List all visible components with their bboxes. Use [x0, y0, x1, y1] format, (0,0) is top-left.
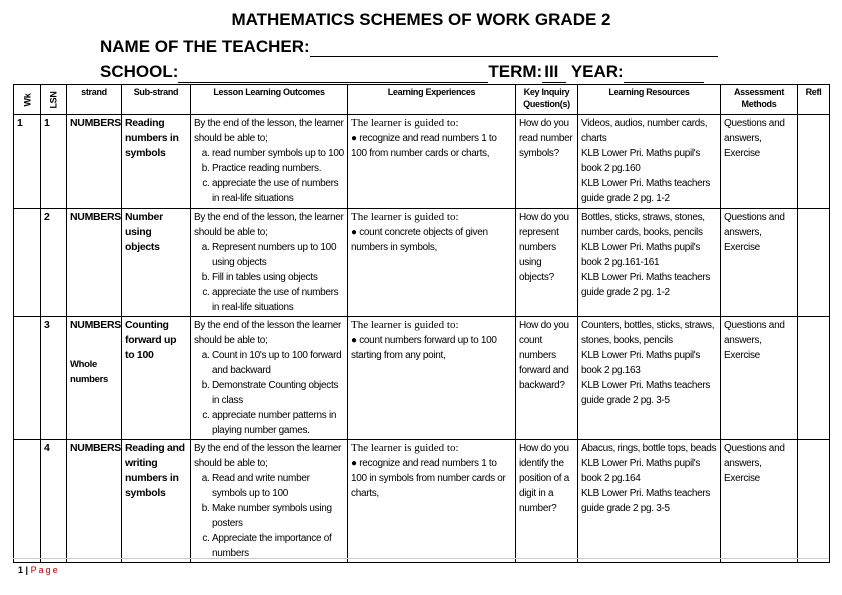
- outcome-item: c. appreciate number patterns in playing number games.: [212, 408, 344, 438]
- outcomes-cell: [191, 317, 348, 440]
- experiences-text: ● recognize and read numbers 1 to 100 in symbols from number cards or charts,: [351, 458, 506, 499]
- document-title: MATHEMATICS SCHEMES OF WORK GRADE 2: [231, 10, 611, 29]
- experiences-cell: [348, 317, 516, 440]
- resources-cell: [578, 209, 721, 317]
- table-header-row: [14, 85, 830, 115]
- school-line: [100, 62, 704, 83]
- lesson-cell: 2: [41, 209, 67, 317]
- outcomes-cell: [191, 209, 348, 317]
- outcomes-intro: By the end of the lesson, the learner should be able to;: [194, 212, 344, 238]
- outcome-item: b. Make number symbols using posters: [212, 501, 344, 531]
- strand-name: NUMBERS: [70, 211, 121, 223]
- outcome-item: a. Represent numbers up to 100 using objects: [212, 240, 344, 270]
- outcome-item: b. Fill in tables using objects: [212, 270, 344, 285]
- term-label: TERM:: [488, 62, 543, 81]
- col-header-strand: strand: [67, 85, 122, 115]
- scheme-table: [13, 84, 830, 563]
- sub-strand-cell: Reading and writing numbers in symbols: [122, 440, 191, 563]
- school-blank: [178, 65, 488, 83]
- strand-cell: [67, 115, 122, 209]
- sub-strand-cell: Reading numbers in symbols: [122, 115, 191, 209]
- year-label: YEAR:: [570, 62, 624, 81]
- resource-item: Bottles, sticks, straws, stones, number cards, books, pencils: [581, 212, 705, 238]
- reflection-cell: [798, 209, 830, 317]
- assessment-cell: Questions and answers, Exercise: [721, 115, 798, 209]
- week-cell: [14, 440, 41, 563]
- key-inquiry-cell: How do you read number symbols?: [516, 115, 578, 209]
- week-cell: 1: [14, 115, 41, 209]
- teacher-blank: [310, 39, 718, 57]
- resources-cell: [578, 115, 721, 209]
- outcome-item: c. appreciate the use of numbers in real-life situations: [212, 176, 344, 206]
- table-row: [14, 440, 830, 563]
- strand-cell: [67, 209, 122, 317]
- col-header-outcomes: Lesson Learning Outcomes: [191, 85, 348, 115]
- outcome-item: c. appreciate the use of numbers in real-life situations: [212, 285, 344, 315]
- col-header-refl: Refl: [798, 85, 830, 115]
- outcome-item: b. Practice reading numbers.: [212, 161, 344, 176]
- outcome-item: a. read number symbols up to 100: [212, 146, 344, 161]
- school-label: SCHOOL:: [100, 62, 179, 81]
- experiences-cell: [348, 115, 516, 209]
- col-header-sub-strand: Sub-strand: [122, 85, 191, 115]
- outcome-item: a. Read and write number symbols up to 100: [212, 471, 344, 501]
- key-inquiry-cell: How do you identify the position of a digit in a number?: [516, 440, 578, 563]
- key-inquiry-cell: How do you count numbers forward and backward?: [516, 317, 578, 440]
- outcomes-cell: [191, 115, 348, 209]
- strand-cell: [67, 440, 122, 563]
- outcomes-list: [194, 146, 344, 206]
- resource-item: KLB Lower Pri. Maths teachers guide grade 2 pg. 3-5: [581, 488, 711, 514]
- page-separator: |: [25, 565, 29, 575]
- strand-name: NUMBERS: [70, 319, 121, 331]
- outcomes-intro: By the end of the lesson the learner should be able to;: [194, 443, 342, 469]
- resource-item: KLB Lower Pri. Maths teachers guide grade 2 pg. 1-2: [581, 272, 711, 298]
- term-value: III: [542, 62, 566, 83]
- experiences-cell: [348, 209, 516, 317]
- page-footer: [18, 565, 60, 575]
- week-cell: [14, 209, 41, 317]
- sub-strand-name: Whole numbers: [70, 359, 109, 385]
- col-header-lsn: LSN: [41, 85, 67, 115]
- col-header-wk: Wk: [14, 85, 41, 115]
- resource-item: KLB Lower Pri. Maths pupil's book 2 pg.161-161: [581, 242, 701, 268]
- resource-item: Videos, audios, number cards, charts: [581, 118, 708, 144]
- sub-strand-cell: Number using objects: [122, 209, 191, 317]
- lesson-cell: 3: [41, 317, 67, 440]
- resource-item: Abacus, rings, bottle tops, beads: [581, 443, 717, 454]
- table-row: [14, 115, 830, 209]
- outcomes-list: [194, 240, 344, 315]
- table-row: [14, 209, 830, 317]
- experiences-intro: The learner is guided to:: [351, 117, 459, 129]
- year-blank: [624, 65, 704, 83]
- resource-item: KLB Lower Pri. Maths pupil's book 2 pg.163: [581, 350, 701, 376]
- resource-item: KLB Lower Pri. Maths pupil's book 2 pg.164: [581, 458, 701, 484]
- experiences-text: ● count concrete objects of given numbers in symbols,: [351, 227, 488, 253]
- experiences-intro: The learner is guided to:: [351, 442, 459, 454]
- assessment-cell: Questions and answers, Exercise: [721, 440, 798, 563]
- experiences-text: ● count numbers forward up to 100 starting from any point,: [351, 335, 497, 361]
- lesson-cell: 1: [41, 115, 67, 209]
- key-inquiry-cell: How do you represent numbers using objects?: [516, 209, 578, 317]
- outcome-item: c. Appreciate the importance of numbers: [212, 531, 344, 561]
- assessment-cell: Questions and answers, Exercise: [721, 209, 798, 317]
- outcomes-list: [194, 348, 344, 438]
- outcomes-cell: [191, 440, 348, 563]
- resources-cell: [578, 317, 721, 440]
- reflection-cell: [798, 440, 830, 563]
- page-number: 1: [18, 565, 24, 575]
- teacher-line: [100, 37, 718, 57]
- strand-cell: [67, 317, 122, 440]
- outcomes-intro: By the end of the lesson the learner should be able to;: [194, 320, 342, 346]
- resource-item: KLB Lower Pri. Maths teachers guide grade 2 pg. 1-2: [581, 178, 711, 204]
- page-label: Page: [30, 565, 60, 575]
- col-header-experiences: Learning Experiences: [348, 85, 516, 115]
- col-header-assessment: Assessment Methods: [721, 85, 798, 115]
- strand-name: NUMBERS: [70, 117, 121, 129]
- strand-name: NUMBERS: [70, 442, 121, 454]
- footer-divider: [13, 558, 829, 559]
- week-cell: [14, 317, 41, 440]
- sub-strand-cell: Counting forward up to 100: [122, 317, 191, 440]
- reflection-cell: [798, 317, 830, 440]
- outcome-item: a. Count in 10's up to 100 forward and backward: [212, 348, 344, 378]
- outcome-item: b. Demonstrate Counting objects in class: [212, 378, 344, 408]
- reflection-cell: [798, 115, 830, 209]
- experiences-intro: The learner is guided to:: [351, 211, 459, 223]
- assessment-cell: Questions and answers, Exercise: [721, 317, 798, 440]
- resource-item: Counters, bottles, sticks, straws, stones, books, pencils: [581, 320, 715, 346]
- experiences-cell: [348, 440, 516, 563]
- table-row: [14, 317, 830, 440]
- resource-item: KLB Lower Pri. Maths pupil's book 2 pg.160: [581, 148, 701, 174]
- col-header-resources: Learning Resources: [578, 85, 721, 115]
- teacher-label: NAME OF THE TEACHER:: [100, 37, 310, 56]
- outcomes-intro: By the end of the lesson, the learner should be able to;: [194, 118, 344, 144]
- resource-item: KLB Lower Pri. Maths teachers guide grade 2 pg. 3-5: [581, 380, 711, 406]
- resources-cell: [578, 440, 721, 563]
- outcomes-list: [194, 471, 344, 561]
- col-header-key-inquiry: Key Inquiry Question(s): [516, 85, 578, 115]
- experiences-intro: The learner is guided to:: [351, 319, 459, 331]
- experiences-text: ● recognize and read numbers 1 to 100 from number cards or charts,: [351, 133, 497, 159]
- lesson-cell: 4: [41, 440, 67, 563]
